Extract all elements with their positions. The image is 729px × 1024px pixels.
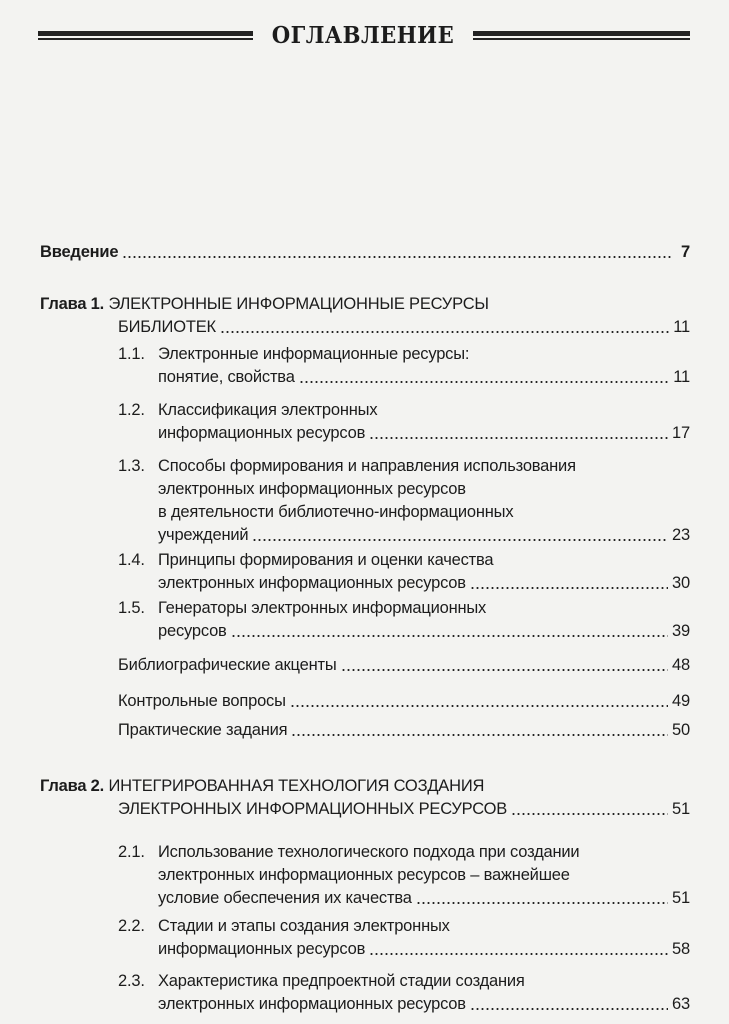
chapter-prefix: Глава 1. xyxy=(40,295,105,313)
section-number: 1.1. xyxy=(118,345,145,363)
section-number: 1.3. xyxy=(118,457,145,475)
toc-section xyxy=(40,399,690,445)
section-line xyxy=(40,841,690,864)
section-title: информационных ресурсов xyxy=(158,424,366,442)
section-title: электронных информационных ресурсов xyxy=(158,574,466,592)
page-number: 30 xyxy=(672,574,690,592)
section-line xyxy=(40,399,690,422)
page-number: 49 xyxy=(672,692,690,710)
toc-entry-intro xyxy=(40,241,690,264)
section-title: понятие, свойства xyxy=(158,368,295,386)
dot-leader xyxy=(470,1007,668,1011)
section-title: электронных информационных ресурсов – важнейшее xyxy=(158,866,570,884)
dot-leader xyxy=(220,330,669,334)
dot-leader xyxy=(369,952,668,956)
page-number: 50 xyxy=(672,721,690,739)
page-number: 63 xyxy=(672,995,690,1013)
decorative-rule-left xyxy=(38,31,253,41)
section-title: Использование технологического подхода при создании xyxy=(158,843,580,861)
section-title: ресурсов xyxy=(158,622,227,640)
dot-leader xyxy=(341,668,669,672)
toc-section xyxy=(40,597,690,643)
section-line xyxy=(40,343,690,366)
dot-leader xyxy=(291,733,668,737)
section-number: 1.5. xyxy=(118,599,145,617)
dot-leader xyxy=(231,634,668,638)
toc-section xyxy=(40,343,690,389)
section-title: Генераторы электронных информационных xyxy=(158,599,487,617)
section-number: 2.2. xyxy=(118,917,145,935)
section-line xyxy=(40,422,690,445)
section-title: Характеристика предпроектной стадии создания xyxy=(158,972,525,990)
section-title: электронных информационных ресурсов xyxy=(158,995,466,1013)
toc-section xyxy=(40,841,690,910)
section-line xyxy=(40,938,690,961)
section-title: информационных ресурсов xyxy=(158,940,366,958)
entry-label: Библиографические акценты xyxy=(118,656,337,674)
page-title: ОГЛАВЛЕНИЕ xyxy=(271,22,455,49)
extra-line xyxy=(40,690,690,713)
section-title: Стадии и этапы создания электронных xyxy=(158,917,450,935)
toc-extra xyxy=(40,654,690,677)
section-title: Электронные информационные ресурсы: xyxy=(158,345,470,363)
section-line xyxy=(40,572,690,595)
page-number: 51 xyxy=(672,800,690,818)
toc-chapter-1 xyxy=(40,293,690,339)
section-number: 1.4. xyxy=(118,551,145,569)
section-line xyxy=(40,455,690,478)
dot-leader xyxy=(122,255,672,259)
decorative-rule-right xyxy=(473,31,690,41)
section-line xyxy=(40,478,690,501)
chapter-title: ЭЛЕКТРОННЫХ ИНФОРМАЦИОННЫХ РЕСУРСОВ xyxy=(118,800,508,818)
section-line xyxy=(40,501,690,524)
section-number: 2.1. xyxy=(118,843,145,861)
section-title: Принципы формирования и оценки качества xyxy=(158,551,494,569)
section-line xyxy=(40,864,690,887)
section-number: 2.3. xyxy=(118,972,145,990)
section-title: в деятельности библиотечно-информационных xyxy=(158,503,514,521)
page-number: 48 xyxy=(672,656,690,674)
entry-label: Практические задания xyxy=(118,721,288,739)
section-line xyxy=(40,887,690,910)
section-line xyxy=(40,620,690,643)
dot-leader xyxy=(369,436,668,440)
dot-leader xyxy=(416,901,668,905)
chapter-prefix: Глава 2. xyxy=(40,777,105,795)
toc-section xyxy=(40,549,690,595)
section-line xyxy=(40,597,690,620)
toc-chapter-2 xyxy=(40,775,690,821)
page-number: 58 xyxy=(672,940,690,958)
section-title: условие обеспечения их качества xyxy=(158,889,412,907)
toc-section xyxy=(40,970,690,1016)
page-number: 11 xyxy=(673,368,690,386)
section-title: учреждений xyxy=(158,526,249,544)
section-line xyxy=(40,915,690,938)
chapter-title: БИБЛИОТЕК xyxy=(118,318,216,336)
dot-leader xyxy=(252,538,668,542)
toc-section xyxy=(40,455,690,547)
chapter-title: ИНТЕГРИРОВАННАЯ ТЕХНОЛОГИЯ СОЗДАНИЯ xyxy=(108,777,485,795)
toc-extra xyxy=(40,690,690,713)
entry-label: Введение xyxy=(40,243,119,261)
section-line xyxy=(40,993,690,1016)
toc-extra xyxy=(40,719,690,742)
toc-header xyxy=(38,22,690,52)
section-title: Способы формирования и направления использования xyxy=(158,457,576,475)
page-number: 39 xyxy=(672,622,690,640)
dot-leader xyxy=(299,380,670,384)
section-line xyxy=(40,970,690,993)
page-number: 7 xyxy=(681,243,690,261)
page-number: 23 xyxy=(672,526,690,544)
page-number: 51 xyxy=(672,889,690,907)
section-line xyxy=(40,549,690,572)
section-number: 1.2. xyxy=(118,401,145,419)
entry-label: Контрольные вопросы xyxy=(118,692,286,710)
extra-line xyxy=(40,719,690,742)
section-line xyxy=(40,524,690,547)
section-line xyxy=(40,366,690,389)
dot-leader xyxy=(511,812,668,816)
page-number: 17 xyxy=(672,424,690,442)
toc-section xyxy=(40,915,690,961)
page-number: 11 xyxy=(673,318,690,336)
section-title: Классификация электронных xyxy=(158,401,378,419)
chapter-title: ЭЛЕКТРОННЫЕ ИНФОРМАЦИОННЫЕ РЕСУРСЫ xyxy=(108,295,489,313)
section-title: электронных информационных ресурсов xyxy=(158,480,466,498)
extra-line xyxy=(40,654,690,677)
dot-leader xyxy=(290,704,668,708)
dot-leader xyxy=(470,586,668,590)
